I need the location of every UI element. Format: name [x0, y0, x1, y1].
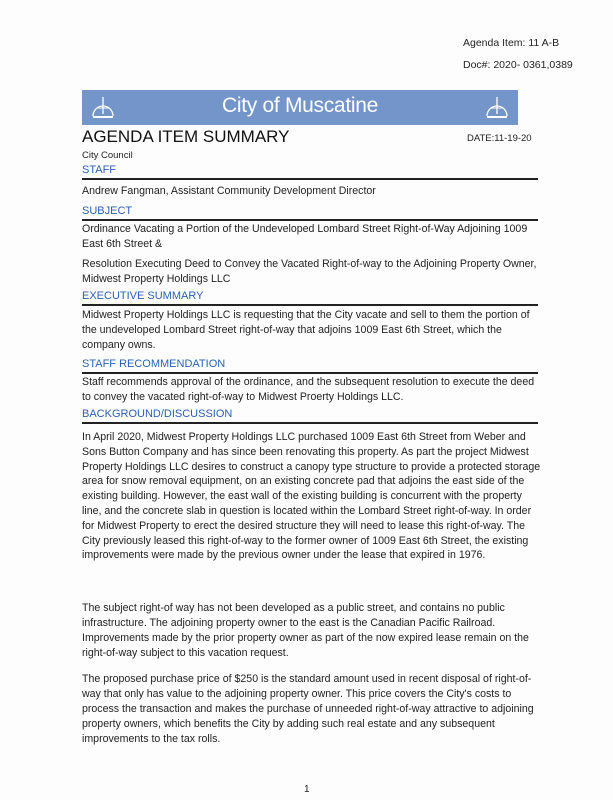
divider [82, 178, 538, 180]
subject-ordinance: Ordinance Vacating a Portion of the Undeveloped Lombard Street Right-of-Way Adjoining 1009 East 6th Street & [82, 223, 528, 250]
doc-number: Doc#: 2020- 0361,0389 [463, 59, 573, 71]
staff-heading: STAFF [82, 164, 117, 176]
executive-summary-text: Midwest Property Holdings LLC is requesting that the City vacate and sell to them the portion of the undeveloped Lombard Street right-of-way that adjoins 1009 East 6th Street, which the company owns. [82, 309, 530, 351]
executive-summary-heading: EXECUTIVE SUMMARY [82, 290, 204, 302]
background-heading: BACKGROUND/DISCUSSION [82, 408, 233, 420]
divider [82, 422, 538, 424]
banner-title: City of Muscatine [222, 94, 378, 117]
background-paragraph-1: In April 2020, Midwest Property Holdings LLC purchased 1009 East 6th Street from Weber and Sons Button Company and has since been renovating this property. As part the project Midwest Property Holdings LLC desires to construct a canopy type structure to provide a protected storage area for snow removal equipment, on an existing concrete pad that adjoins the east side of the existing building. However, the east wall of the existing building is concurrent with the property line, and the concrete slab in question is located within the Lombard Street right-of-way. In order for Midwest Property to erect the desired structure they will need to lease this right-of-way. The City previously leased this right-of-way to the former owner of 1009 East 6th Street, the existing improvements were made by the previous owner under the lease that expired in 1976. [82, 431, 541, 562]
subject-resolution: Resolution Executing Deed to Convey the Vacated Right-of-way to the Adjoining Property Owner, Midwest Property Holdings LLC [82, 258, 537, 285]
governing-body: City Council [82, 150, 133, 161]
staff-recommendation-heading: STAFF RECOMMENDATION [82, 358, 226, 370]
summary-title: AGENDA ITEM SUMMARY [82, 127, 290, 146]
background-paragraph-3: The proposed purchase price of $250 is the standard amount used in recent disposal of right-of-way that only has value to the adjoining property owner. This price covers the City's costs to process the transaction and makes the purchase of unneeded right-of-way attractive to adjoining property owners, which benefits the City by adding such real estate and any subsequent improvements to the tax rolls. [82, 673, 534, 745]
agenda-item-number: Agenda Item: 11 A-B [463, 37, 560, 49]
divider [82, 304, 538, 306]
city-logo-icon [484, 94, 510, 120]
staff-text: Andrew Fangman, Assistant Community Development Director [82, 185, 376, 197]
page-number: 1 [304, 784, 310, 795]
staff-recommendation-text: Staff recommends approval of the ordinance, and the subsequent resolution to execute the deed to convey the vacated right-of-way to Midwest Proerty Holdings LLC. [82, 376, 535, 403]
city-banner [82, 90, 518, 125]
background-paragraph-2: The subject right-of way has not been developed as a public street, and contains no public infrastructure. The adjoining property owner to the east is the Canadian Pacific Railroad. Improvements made by the prior property owner as part of the now expired lease remain on the right-of-way subject to this vacation request. [82, 602, 529, 659]
divider [82, 219, 538, 221]
subject-heading: SUBJECT [82, 205, 133, 217]
summary-date: DATE:11-19-20 [467, 133, 532, 144]
divider [82, 372, 538, 374]
